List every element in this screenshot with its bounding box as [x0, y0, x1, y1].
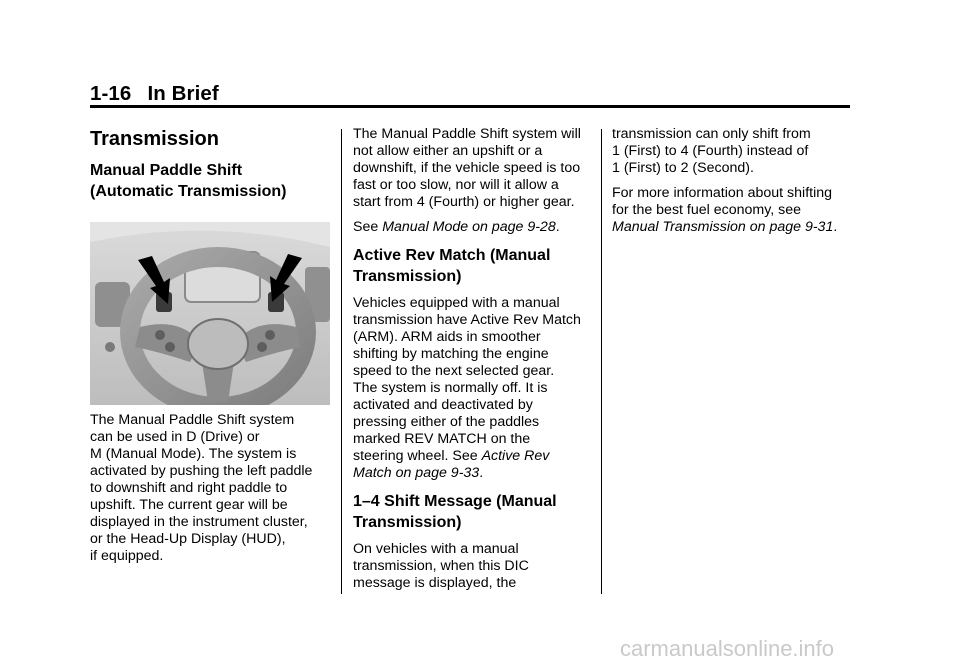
text-fragment: .	[479, 465, 484, 481]
text-line: transmission, when this DIC	[353, 558, 529, 574]
paragraph-paddle-shift	[90, 412, 335, 565]
text-line: if equipped.	[90, 548, 164, 564]
text-fragment: steering wheel. See	[353, 448, 482, 464]
text-line: message is displayed, the	[353, 575, 517, 591]
cross-reference-link[interactable]: Manual Mode on page 9-28	[382, 219, 556, 235]
text-line: On vehicles with a manual	[353, 541, 519, 557]
text-line: transmission can only shift from	[612, 126, 811, 142]
page-number: 1-16	[90, 82, 132, 105]
text-line: activated and deactivated by	[353, 397, 533, 413]
heading-line: Transmission)	[353, 514, 462, 531]
wheel-hub	[188, 319, 248, 369]
text-line: The Manual Paddle Shift system will	[353, 126, 581, 142]
text-line: The Manual Paddle Shift system	[90, 412, 295, 428]
heading-manual-paddle-shift	[90, 160, 335, 202]
text-line: speed to the next selected gear.	[353, 363, 555, 379]
text-line: to downshift and right paddle to	[90, 480, 288, 496]
paragraph-paddle-limits	[353, 126, 598, 211]
steering-wheel-illustration	[90, 222, 330, 405]
text-line: shifting by matching the engine	[353, 346, 549, 362]
text-line: for the best fuel economy, see	[612, 202, 802, 218]
column-divider-1	[341, 129, 342, 594]
text-line: Vehicles equipped with a manual	[353, 295, 560, 311]
column-2	[353, 126, 598, 592]
text-line: start from 4 (Fourth) or higher gear.	[353, 194, 575, 210]
text-line: 1 (First) to 4 (Fourth) instead of	[612, 143, 809, 159]
cross-reference-link[interactable]: Manual Transmission on page 9-31	[612, 219, 834, 235]
heading-line: 1–4 Shift Message (Manual	[353, 493, 557, 510]
text-line: activated by pushing the left paddle	[90, 463, 313, 479]
chapter-title: In Brief	[147, 82, 219, 105]
text-line: downshift, if the vehicle speed is too	[353, 160, 581, 176]
column-divider-2	[601, 129, 602, 594]
text-line: The system is normally off. It is	[353, 380, 548, 396]
text-line: marked REV MATCH on the	[353, 431, 531, 447]
text-fragment: See	[353, 219, 383, 235]
text-fragment: .	[833, 219, 838, 235]
text-line: displayed in the instrument cluster,	[90, 514, 308, 530]
text-line: fast or too slow, nor will it allow a	[353, 177, 559, 193]
paragraph-fuel-economy	[612, 185, 857, 236]
text-line: or the Head-Up Display (HUD),	[90, 531, 286, 547]
paragraph-active-rev-match	[353, 295, 598, 482]
text-line: M (Manual Mode). The system is	[90, 446, 297, 462]
see-reference-manual-mode	[353, 219, 598, 236]
cross-reference-link[interactable]: Active Rev	[481, 448, 550, 464]
text-line: can be used in D (Drive) or	[90, 429, 260, 445]
heading-shift-message	[353, 491, 598, 533]
text-line: For more information about shifting	[612, 185, 833, 201]
section-title: Transmission	[90, 128, 219, 150]
heading-line: Active Rev Match (Manual	[353, 247, 551, 264]
cross-reference-link[interactable]: Match on page 9-33	[353, 465, 480, 481]
heading-line: Manual Paddle Shift	[90, 162, 243, 179]
heading-active-rev-match	[353, 245, 598, 287]
paragraph-shift-message	[353, 541, 598, 592]
text-line: pressing either of the paddles	[353, 414, 540, 430]
paragraph-shift-message-cont	[612, 126, 857, 177]
watermark: carmanualsonline.info	[620, 636, 835, 661]
text-line: 1 (First) to 2 (Second).	[612, 160, 754, 176]
column-1-body	[90, 412, 335, 565]
column-3	[612, 126, 857, 236]
text-line: (ARM). ARM aids in smoother	[353, 329, 541, 345]
text-fragment: .	[555, 219, 560, 235]
text-line: upshift. The current gear will be	[90, 497, 288, 513]
heading-line: (Automatic Transmission)	[90, 183, 287, 200]
page-header	[90, 82, 219, 106]
heading-line: Transmission)	[353, 268, 462, 285]
text-line: not allow either an upshift or a	[353, 143, 543, 159]
text-line: transmission have Active Rev Match	[353, 312, 581, 328]
header-rule	[90, 105, 850, 108]
column-1	[90, 160, 335, 202]
